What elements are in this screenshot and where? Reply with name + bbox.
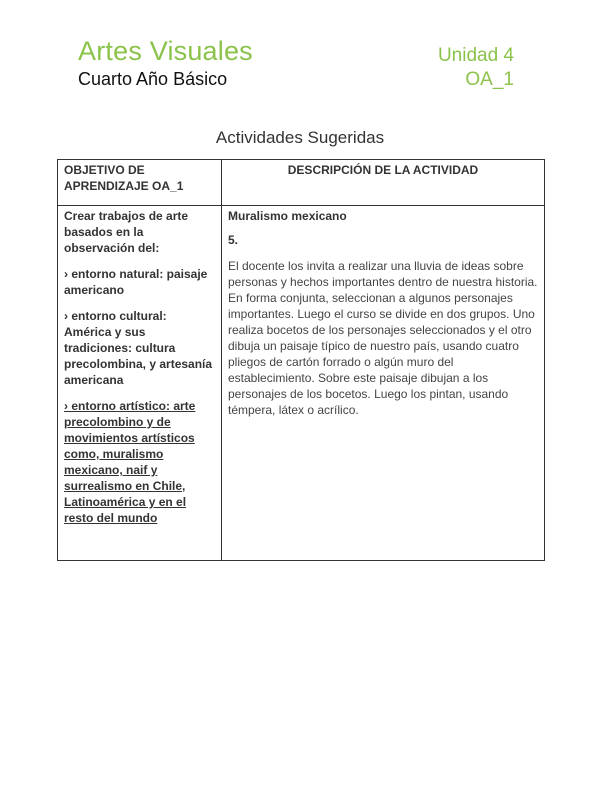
objective-cell (58, 206, 222, 561)
objective-artistic-link[interactable]: › entorno artístico: arte precolombino y de movimientos artísticos como, muralismo mexicano, naif y surrealismo en Chile, Latinoamérica y en el resto del mundo (64, 399, 196, 525)
oa-label: OA_1 (465, 69, 514, 90)
description-cell (222, 206, 545, 561)
activity-table (57, 159, 545, 561)
table-header-row (58, 160, 545, 206)
description-column-header: DESCRIPCIÓN DE LA ACTIVIDAD (222, 160, 545, 206)
unit-label: Unidad 4 (437, 45, 514, 66)
course-level: Cuarto Año Básico (78, 69, 228, 89)
activity-title: Muralismo mexicano (228, 209, 347, 223)
course-title: Artes Visuales (78, 36, 253, 66)
activity-description: El docente los invita a realizar una lluvia de ideas sobre personas y hechos importantes dentro de nuestra historia. En forma conjunta, seleccionan a algunos personajes importantes. Luego el curso se divide en dos grupos. Uno realiza bocetos de los personajes seleccionados y el otro dibuja un paisaje típico de nuestro país, usando cuatro pliegos de cartón forrado o algún muro del establecimiento. Sobre este paisaje dibujan a los personajes de los bocetos. Luego los pintan, usando témpera, látex o acrílico. (228, 259, 538, 417)
activity-number: 5. (228, 233, 239, 247)
table-row (58, 206, 545, 561)
objective-intro: Crear trabajos de arte basados en la observación del: (64, 209, 189, 255)
objective-cultural: › entorno cultural: América y sus tradiciones: cultura precolombina, y artesanía americana (64, 309, 213, 387)
objective-column-header: OBJETIVO DE APRENDIZAJE OA_1 (58, 160, 222, 206)
objective-natural: › entorno natural: paisaje americano (64, 267, 208, 297)
section-title: Actividades Sugeridas (215, 128, 385, 147)
